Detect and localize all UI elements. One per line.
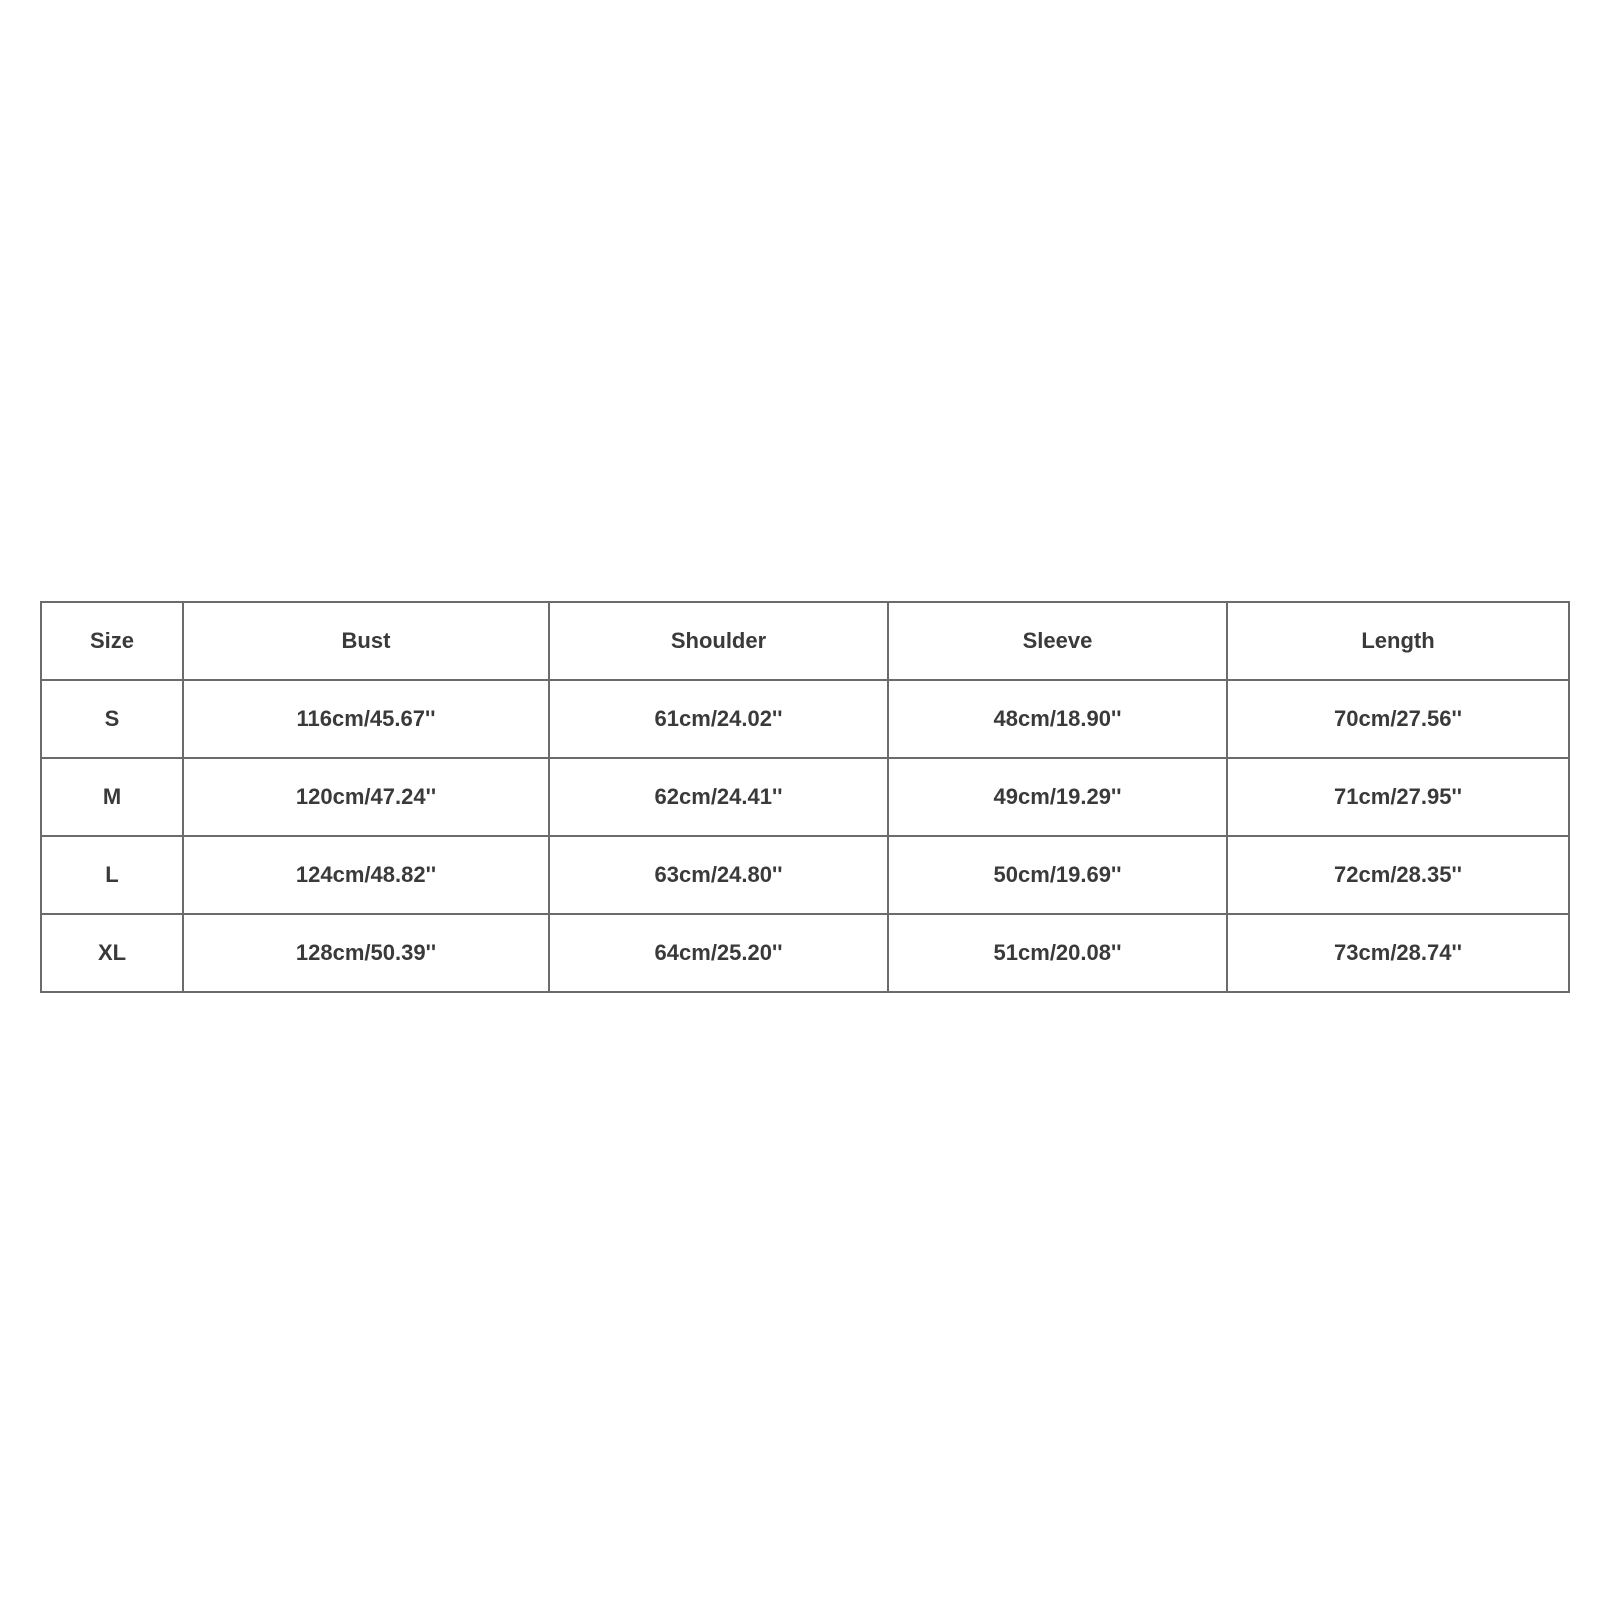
cell-length: 71cm/27.95'' — [1227, 758, 1569, 836]
cell-sleeve: 49cm/19.29'' — [888, 758, 1227, 836]
header-shoulder: Shoulder — [549, 602, 888, 680]
cell-length: 72cm/28.35'' — [1227, 836, 1569, 914]
cell-bust: 128cm/50.39'' — [183, 914, 549, 992]
cell-length: 73cm/28.74'' — [1227, 914, 1569, 992]
cell-bust: 120cm/47.24'' — [183, 758, 549, 836]
table-row — [41, 680, 1569, 758]
table-row — [41, 758, 1569, 836]
header-sleeve: Sleeve — [888, 602, 1227, 680]
cell-size: M — [41, 758, 183, 836]
header-bust: Bust — [183, 602, 549, 680]
cell-bust: 116cm/45.67'' — [183, 680, 549, 758]
cell-sleeve: 51cm/20.08'' — [888, 914, 1227, 992]
cell-shoulder: 63cm/24.80'' — [549, 836, 888, 914]
cell-sleeve: 48cm/18.90'' — [888, 680, 1227, 758]
header-size: Size — [41, 602, 183, 680]
size-chart-table — [40, 601, 1570, 993]
cell-shoulder: 61cm/24.02'' — [549, 680, 888, 758]
cell-shoulder: 64cm/25.20'' — [549, 914, 888, 992]
cell-sleeve: 50cm/19.69'' — [888, 836, 1227, 914]
cell-size: XL — [41, 914, 183, 992]
cell-bust: 124cm/48.82'' — [183, 836, 549, 914]
cell-size: L — [41, 836, 183, 914]
header-length: Length — [1227, 602, 1569, 680]
header-row — [41, 602, 1569, 680]
cell-length: 70cm/27.56'' — [1227, 680, 1569, 758]
table-row — [41, 914, 1569, 992]
table-row — [41, 836, 1569, 914]
cell-size: S — [41, 680, 183, 758]
cell-shoulder: 62cm/24.41'' — [549, 758, 888, 836]
